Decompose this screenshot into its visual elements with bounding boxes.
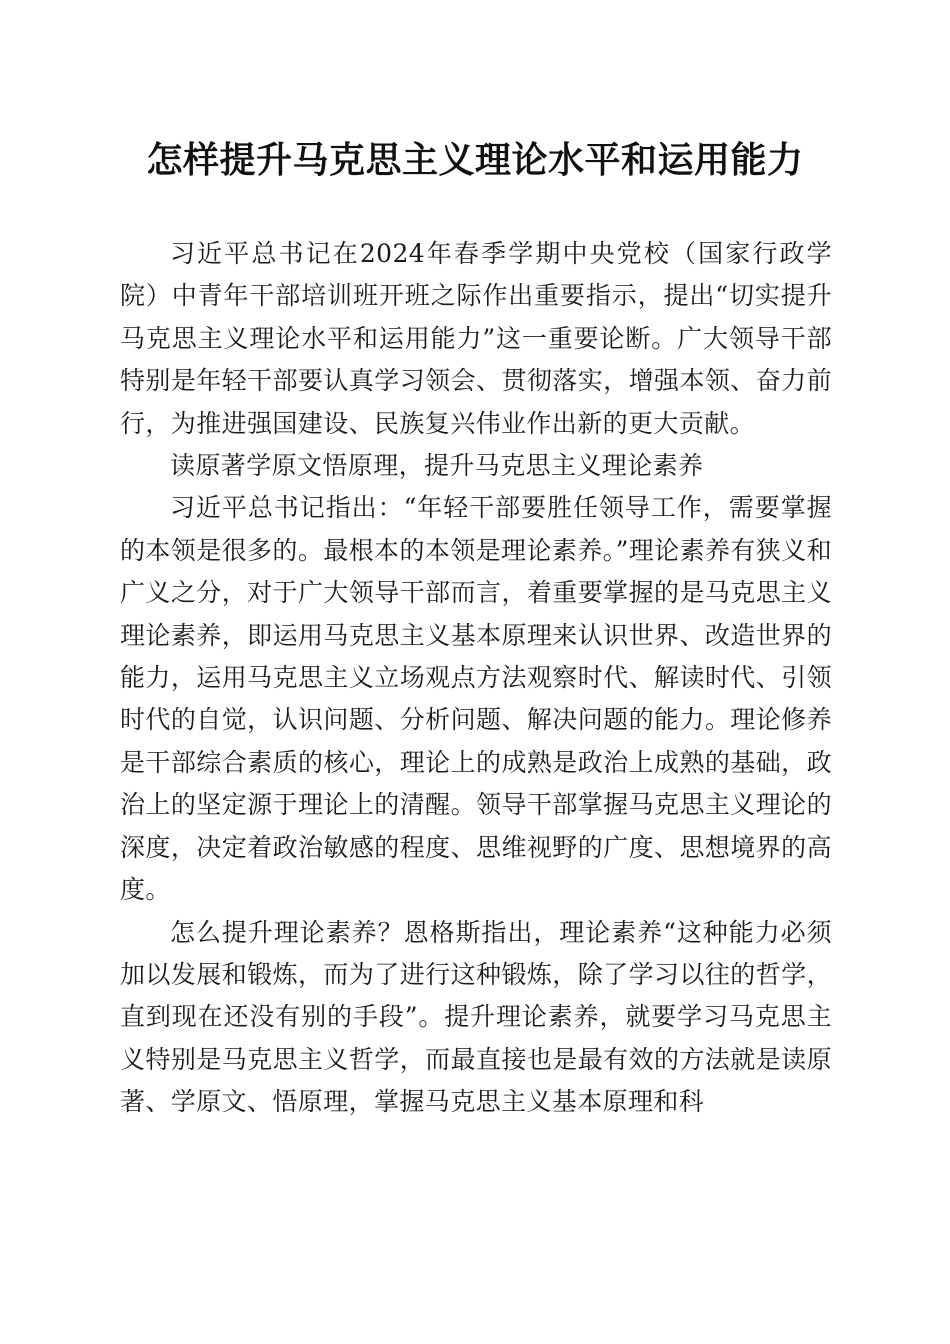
paragraph-intro: 习近平总书记在2024年春季学期中央党校（国家行政学院）中青年干部培训班开班之际作出重要指示，提出“切实提升马克思主义理论水平和运用能力”这一重要论断。广大领导干部特别是年轻干部要认真学习领会、贯彻落实，增强本领、奋力前行，为推进强国建设、民族复兴伟业作出新的更大贡献。 [120, 239, 832, 438]
section-heading: 读原著学原文悟原理，提升马克思主义理论素养 [170, 451, 704, 481]
document-title: 怎样提升马克思主义理论水平和运用能力 [146, 139, 804, 181]
paragraph-how-to-improve: 怎么提升理论素养？恩格斯指出，理论素养“这种能力必须加以发展和锻炼，而为了进行这种锻炼，除了学习以往的哲学，直到现在还没有别的手段”。提升理论素养，就要学习马克思主义特别是马克思主义哲学，而最直接也是最有效的方法就是读原著、学原文、悟原理，掌握马克思主义基本原理和科 [120, 917, 832, 1117]
document-body [120, 233, 832, 1124]
paragraph-theory-literacy: 习近平总书记指出：“年轻干部要胜任领导工作，需要掌握的本领是很多的。最根本的本领是理论素养。”理论素养有狭义和广义之分，对于广大领导干部而言，着重要掌握的是马克思主义理论素养，即运用马克思主义基本原理来认识世界、改造世界的能力，运用马克思主义立场观点方法观察时代、解读时代、引领时代的自觉，认识问题、分析问题、解决问题的能力。理论修养是干部综合素质的核心，理论上的成熟是政治上成熟的基础，政治上的坚定源于理论上的清醒。领导干部掌握马克思主义理论的深度，决定着政治敏感的程度、思维视野的广度、思想境界的高度。 [120, 493, 832, 905]
